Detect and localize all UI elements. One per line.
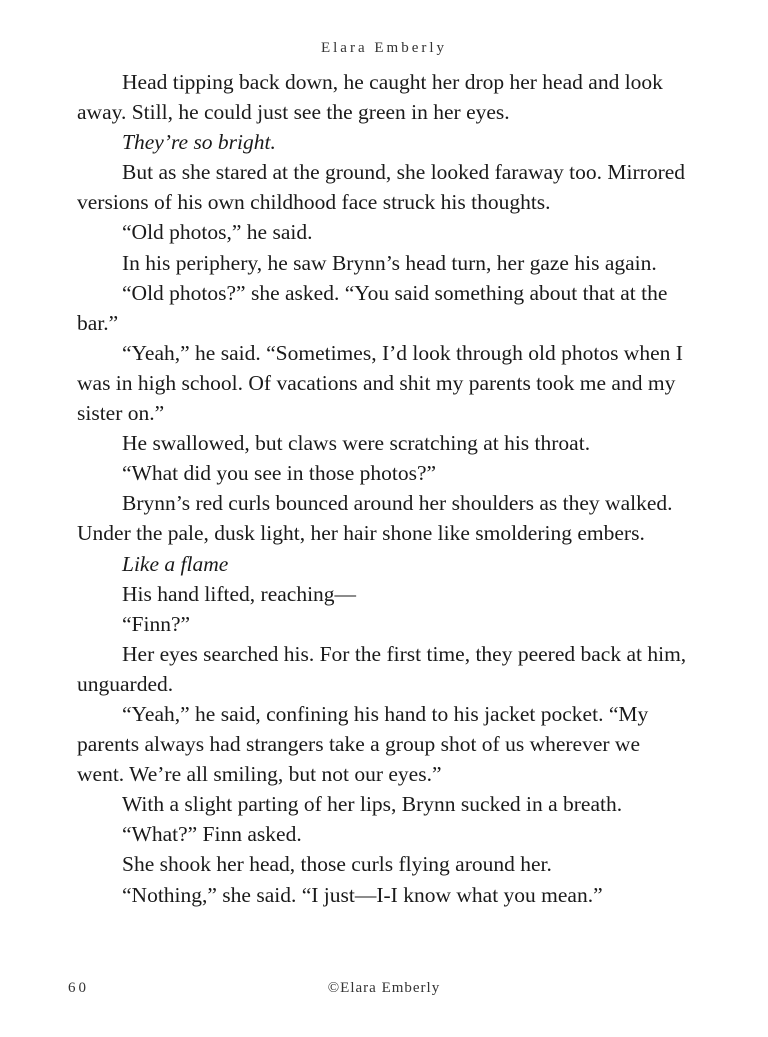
paragraph: With a slight parting of her lips, Brynn sucked in a breath. xyxy=(122,792,623,817)
paragraph-italic: Like a flame xyxy=(122,551,229,576)
running-head: Elara Emberly xyxy=(320,40,448,56)
paragraph: “Yeah,” he said. “Sometimes, I’d look through old photos when I was in high school. Of vacations and shit my parents took me and my sister on.” xyxy=(77,340,683,426)
paragraph: “Old photos,” he said. xyxy=(122,220,313,245)
paragraph: He swallowed, but claws were scratching at his throat. xyxy=(122,431,591,456)
paragraph: “Nothing,” she said. “I just—I-I know what you mean.” xyxy=(122,882,603,907)
paragraph: She shook her head, those curls flying around her. xyxy=(122,852,552,877)
paragraph: “What did you see in those photos?” xyxy=(122,461,437,486)
paragraph: Brynn’s red curls bounced around her shoulders as they walked. Under the pale, dusk light, her hair shone like smoldering embers. xyxy=(77,491,673,546)
paragraph: “Yeah,” he said, confining his hand to his jacket pocket. “My parents always had strangers take a group shot of us wherever we went. We’re all smiling, but not our eyes.” xyxy=(77,701,649,787)
paragraph-italic: They’re so bright. xyxy=(122,130,276,155)
body-text xyxy=(77,67,689,910)
paragraph: But as she stared at the ground, she looked faraway too. Mirrored versions of his own childhood face struck his thoughts. xyxy=(77,160,686,215)
paragraph: “Finn?” xyxy=(122,611,191,636)
paragraph: Her eyes searched his. For the first time, they peered back at him, unguarded. xyxy=(77,641,687,696)
paragraph: His hand lifted, reaching— xyxy=(122,581,357,606)
paragraph: “Old photos?” she asked. “You said something about that at the bar.” xyxy=(77,280,668,335)
paragraph: In his periphery, he saw Brynn’s head turn, her gaze his again. xyxy=(122,250,657,275)
copyright-footer: ©Elara Emberly xyxy=(327,980,441,996)
page-number: 60 xyxy=(68,980,89,996)
paragraph: Head tipping back down, he caught her drop her head and look away. Still, he could just see the green in her eyes. xyxy=(77,70,663,125)
paragraph: “What?” Finn asked. xyxy=(122,822,302,847)
